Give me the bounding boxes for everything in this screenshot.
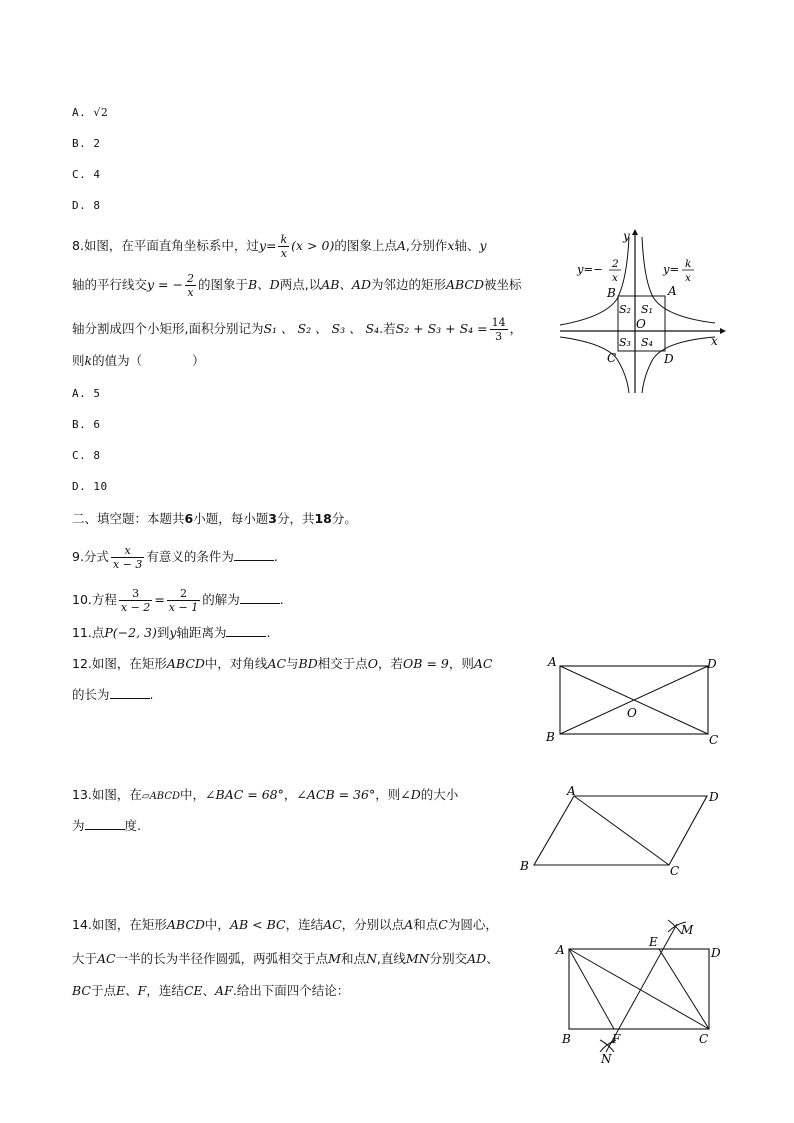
q13-e: 的大小 bbox=[420, 787, 459, 802]
q14-l3d: .给出下面四个结论： bbox=[232, 983, 350, 998]
q12-line-2 bbox=[72, 686, 154, 704]
q8-text: 轴的平行线交 bbox=[72, 277, 148, 292]
q8-text-b4: 的值为（ ） bbox=[92, 353, 205, 368]
q8-text-d2: 为邻边的矩形 bbox=[370, 277, 446, 292]
q14-l3c: 、 bbox=[202, 983, 216, 998]
q7-option-a bbox=[72, 104, 108, 122]
q8-frac-k-x bbox=[278, 233, 289, 260]
q10-pre: 10.方程 bbox=[72, 592, 117, 607]
q8-fig-s2: S₂ bbox=[619, 303, 631, 316]
q8-fig-right-func: y= bbox=[663, 262, 680, 276]
q8-frac-14-3 bbox=[490, 316, 508, 343]
q12-d: 相交于点 bbox=[317, 656, 368, 671]
q8-frac3-den: 3 bbox=[495, 330, 503, 343]
section2-total: 18 bbox=[314, 511, 332, 526]
q13-a: 13.如图，在 bbox=[72, 787, 142, 802]
q9-pre: 9.分式 bbox=[72, 549, 109, 564]
q14-d: ，分别以点 bbox=[341, 917, 405, 932]
q8-abad: AB、AD bbox=[321, 277, 371, 292]
q12-ac: AC bbox=[267, 656, 287, 671]
q14-l3b: ，连结 bbox=[146, 983, 184, 998]
q13-blank[interactable] bbox=[85, 817, 125, 830]
q11-end: . bbox=[266, 625, 271, 640]
q13-line-1 bbox=[72, 786, 458, 806]
section2-points: 3 bbox=[268, 511, 277, 526]
q8-text: 8.如图，在平面直角坐标系中，过 bbox=[72, 238, 259, 253]
q12-cond: OB = 9 bbox=[403, 656, 449, 671]
q10-blank[interactable] bbox=[240, 591, 280, 604]
q8-text-c3: ， bbox=[509, 321, 523, 336]
q14-mn: MN bbox=[405, 951, 430, 966]
q8-text-b3: 若 bbox=[383, 321, 396, 336]
q12-e: ，若 bbox=[378, 656, 404, 671]
q10-n2: 2 bbox=[167, 587, 200, 601]
q8-y-axis: y bbox=[479, 238, 487, 253]
section2-count: 6 bbox=[184, 511, 194, 526]
q8-cond: (x > 0) bbox=[291, 238, 335, 253]
q7-option-a-label: A. bbox=[72, 106, 87, 119]
q14-ac: AC bbox=[323, 917, 342, 932]
q14-b: 中， bbox=[204, 917, 230, 932]
q8-fig-x: x bbox=[711, 334, 718, 348]
q8-fig-y: y bbox=[623, 229, 630, 243]
q14-cond: AB < BC bbox=[229, 917, 286, 932]
q14-l2f: 、 bbox=[486, 951, 499, 966]
q13-angle-d: ∠D bbox=[400, 787, 421, 802]
q8-line-3 bbox=[72, 316, 522, 343]
q8-fig-right-den: x bbox=[685, 272, 691, 284]
q8-k: k bbox=[84, 353, 93, 368]
q14-m: M bbox=[328, 951, 341, 966]
q13-l2b: 度. bbox=[124, 818, 141, 833]
q11 bbox=[72, 624, 270, 642]
q13-parallelogram-shape bbox=[534, 796, 707, 865]
q12-fig-d: D bbox=[707, 657, 717, 671]
q7-option-d: D. 8 bbox=[72, 199, 101, 212]
q8-frac-num: k bbox=[280, 233, 288, 246]
q10-eq: = bbox=[154, 592, 165, 607]
q13-fig-a: A bbox=[567, 784, 576, 798]
q8-frac-den: x bbox=[280, 247, 287, 260]
q8-line-4 bbox=[72, 352, 205, 370]
q14-bc: BC bbox=[72, 983, 91, 998]
q14-abcd: ABCD bbox=[166, 917, 205, 932]
q8-text-b2: 的图象于 bbox=[197, 277, 248, 292]
q14-l2d: ,直线 bbox=[376, 951, 406, 966]
q8-fig-s4: S₄ bbox=[641, 336, 653, 349]
q13-parallelogram: ▱ABCD bbox=[141, 791, 181, 802]
q8-x-axis: x bbox=[447, 238, 455, 253]
q9-frac bbox=[111, 544, 144, 571]
q12-f: ，则 bbox=[448, 656, 474, 671]
q13-diag-ac bbox=[574, 796, 669, 865]
q12-fig-o: O bbox=[627, 706, 637, 720]
q7-option-a-value: √2 bbox=[93, 106, 109, 119]
q9-blank[interactable] bbox=[234, 548, 274, 561]
q8-figure bbox=[555, 225, 730, 397]
q14-pc: C bbox=[438, 917, 448, 932]
q9-post: 有意义的条件为 bbox=[146, 549, 234, 564]
q13-fig-d: D bbox=[709, 790, 719, 804]
section2-text4: 分。 bbox=[331, 511, 357, 526]
q8-fig-right-num: k bbox=[685, 258, 692, 270]
q13-fig-b: B bbox=[520, 859, 529, 873]
q14-ef: E、F bbox=[116, 983, 147, 998]
q14-fig-m: M bbox=[681, 923, 694, 937]
q12-fig-a: A bbox=[548, 655, 557, 669]
q13-l2a: 为 bbox=[72, 818, 85, 833]
q10-d2: x − 1 bbox=[168, 601, 199, 614]
q8-text-b: 的图象上点 bbox=[334, 238, 397, 253]
q14-diag-ac bbox=[569, 949, 709, 1029]
q12-line-1 bbox=[72, 655, 492, 673]
q8-y-axis-arrow bbox=[632, 229, 638, 235]
q10-end: . bbox=[279, 592, 284, 607]
q12-blank[interactable] bbox=[110, 686, 150, 699]
section2-title: 二、填空题：本题共 bbox=[72, 511, 185, 526]
q7-option-b: B. 2 bbox=[72, 137, 101, 150]
q8-option-b: B. 6 bbox=[72, 418, 101, 431]
q8-fig-d: D bbox=[664, 352, 674, 366]
q12-c: 与 bbox=[286, 656, 299, 671]
q11-pre: 11.点 bbox=[72, 625, 105, 640]
q8-bd: B、D bbox=[248, 277, 280, 292]
q13-c: ， bbox=[283, 787, 297, 802]
q14-fig-b: B bbox=[562, 1032, 571, 1046]
q12-bd: BD bbox=[298, 656, 318, 671]
q8-frac-2-x bbox=[185, 272, 196, 299]
q8-frac2-den: x bbox=[187, 286, 194, 299]
q14-ce: CE bbox=[183, 983, 203, 998]
q8-text: 轴分割成四个小矩形,面积分别记为 bbox=[72, 321, 264, 336]
q12-abcd: ABCD bbox=[166, 656, 205, 671]
q8-fig-s1: S₁ bbox=[641, 303, 653, 316]
q8-text: 则 bbox=[72, 353, 85, 368]
q14-fig-n: N bbox=[601, 1052, 612, 1066]
q14-seg-ce bbox=[659, 949, 709, 1029]
q11-point: P(−2, 3) bbox=[104, 625, 157, 640]
q14-fig-e: E bbox=[649, 935, 658, 949]
q14-af: AF bbox=[215, 983, 233, 998]
q13-line-2 bbox=[72, 817, 141, 835]
q14-l2-ac: AC bbox=[97, 951, 116, 966]
q12-end: . bbox=[149, 687, 154, 702]
q13-fig-c: C bbox=[670, 864, 680, 878]
q10 bbox=[72, 587, 284, 614]
q8-eq2: y = − bbox=[147, 277, 183, 292]
q13-figure bbox=[512, 780, 727, 880]
q12-figure bbox=[540, 652, 730, 747]
q8-eq: = bbox=[266, 238, 277, 253]
q14-fig-d: D bbox=[711, 946, 721, 960]
q8-text-d: 轴、 bbox=[454, 238, 480, 253]
q12-ac2: AC bbox=[473, 656, 493, 671]
q8-option-d: D. 10 bbox=[72, 480, 108, 493]
q8-fig-a: A bbox=[668, 284, 677, 298]
q14-l2e: 分别交 bbox=[429, 951, 468, 966]
q14-seg-af bbox=[569, 949, 614, 1029]
q8-fig-left-num: 2 bbox=[612, 258, 619, 270]
q14-fig-c: C bbox=[699, 1032, 709, 1046]
q14-pa: A bbox=[404, 917, 414, 932]
q11-y: y bbox=[169, 625, 177, 640]
q13-angle2: ∠ACB = 36° bbox=[296, 787, 376, 802]
q8-fig-left-den: x bbox=[612, 272, 618, 284]
q8-text-e2: 被坐标 bbox=[484, 277, 522, 292]
q8-option-c: C. 8 bbox=[72, 449, 101, 462]
q12-fig-b: B bbox=[546, 730, 555, 744]
q14-c: ，连结 bbox=[285, 917, 324, 932]
q8-line-1 bbox=[72, 233, 487, 260]
q14-line-3 bbox=[72, 982, 349, 1000]
q11-mid: 到 bbox=[156, 625, 170, 640]
q11-post: 轴距离为 bbox=[176, 625, 227, 640]
q12-b: 中，对角线 bbox=[204, 656, 268, 671]
q8-areas: S₁ 、 S₂ 、 S₃ 、 S₄. bbox=[263, 321, 384, 336]
q14-fig-a: A bbox=[556, 943, 565, 957]
q14-a: 14.如图，在矩形 bbox=[72, 917, 167, 932]
q14-figure bbox=[548, 912, 728, 1070]
q12-fig-c: C bbox=[709, 733, 719, 747]
q8-fig-o: O bbox=[636, 317, 646, 331]
q8-fig-b: B bbox=[607, 286, 616, 300]
q9-den: x − 3 bbox=[112, 558, 143, 571]
q10-frac1 bbox=[119, 587, 152, 614]
q14-n: N bbox=[365, 951, 377, 966]
q9 bbox=[72, 544, 278, 571]
q12-l2: 的长为 bbox=[72, 687, 110, 702]
q9-end: . bbox=[273, 549, 278, 564]
q7-option-c: C. 4 bbox=[72, 168, 101, 181]
q8-point-a: A bbox=[396, 238, 406, 253]
q14-l2a: 大于 bbox=[72, 951, 98, 966]
q8-frac3-num: 14 bbox=[491, 316, 506, 329]
section2-text3: 分，共 bbox=[276, 511, 315, 526]
q8-abcd: ABCD bbox=[445, 277, 485, 292]
q8-fig-left-func: y=− bbox=[577, 262, 603, 276]
q14-fig-f: F bbox=[612, 1032, 621, 1046]
q14-f: 为圆心， bbox=[447, 917, 498, 932]
q14-e: 和点 bbox=[413, 917, 439, 932]
q13-b: 中， bbox=[180, 787, 206, 802]
q12-o: O bbox=[367, 656, 379, 671]
q10-post: 的解为 bbox=[202, 592, 240, 607]
q9-num: x bbox=[111, 544, 144, 558]
q8-x-axis-arrow bbox=[720, 328, 726, 334]
q8-line-2 bbox=[72, 272, 522, 299]
q14-line-1 bbox=[72, 916, 498, 934]
q8-func-y: y bbox=[258, 238, 266, 253]
q8-option-a: A. 5 bbox=[72, 387, 101, 400]
q13-d: ，则 bbox=[375, 787, 401, 802]
q8-text-c2: 两点,以 bbox=[279, 277, 322, 292]
q13-angle1: ∠BAC = 68° bbox=[205, 787, 284, 802]
q14-line-2 bbox=[72, 950, 499, 968]
q14-l2c: 和点 bbox=[340, 951, 366, 966]
q14-ad: AD bbox=[467, 951, 487, 966]
q8-fig-s3: S₃ bbox=[619, 336, 631, 349]
q12-a: 12.如图，在矩形 bbox=[72, 656, 167, 671]
q8-sum: S₂ + S₃ + S₄ = bbox=[395, 321, 488, 336]
q8-frac2-num: 2 bbox=[186, 272, 194, 285]
q14-l2b: 一半的长为半径作圆弧，两弧相交于点 bbox=[115, 951, 329, 966]
q8-text-c: ,分别作 bbox=[405, 238, 448, 253]
q10-frac2 bbox=[167, 587, 200, 614]
section2-text2: 小题，每小题 bbox=[193, 511, 269, 526]
q10-d1: x − 2 bbox=[120, 601, 151, 614]
section-2-heading bbox=[72, 510, 357, 528]
q8-fig-c: C bbox=[607, 351, 617, 365]
q11-blank[interactable] bbox=[226, 624, 266, 637]
q14-l3a: 于点 bbox=[90, 983, 116, 998]
q10-n1: 3 bbox=[119, 587, 152, 601]
